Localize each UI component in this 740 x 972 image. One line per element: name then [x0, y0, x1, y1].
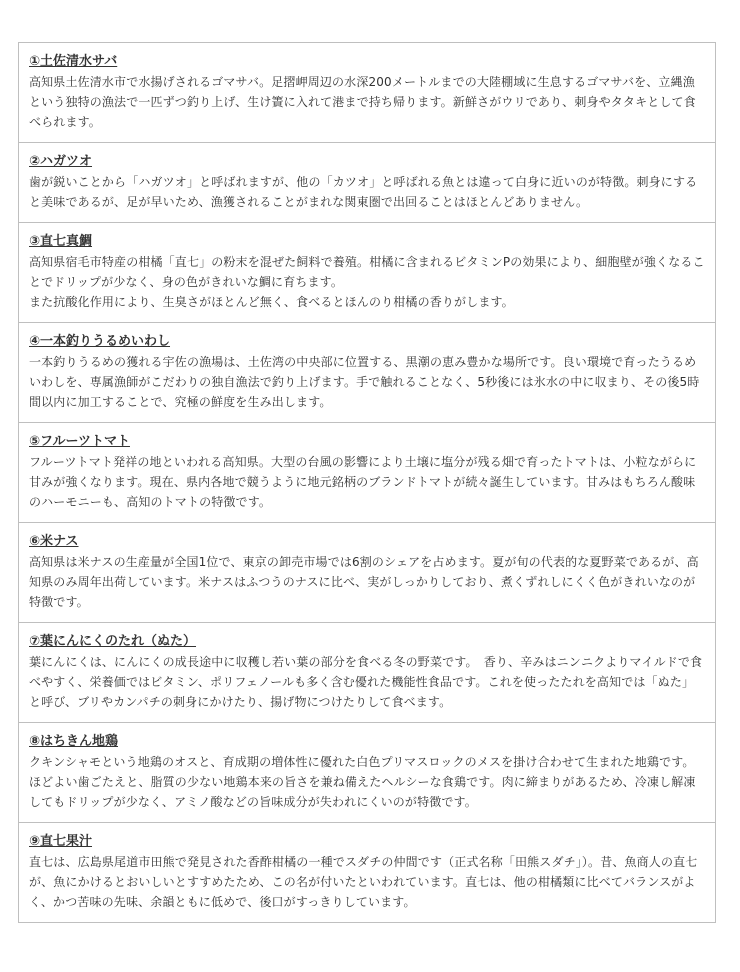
item-description: 高知県は米ナスの生産量が全国1位で、東京の卸売市場では6割のシェアを占めます。夏が旬の代表的な夏野菜であるが、高知県のみ周年出荷しています。米ナスはふつうのナスに比べ、実がしっかりしており、煮くずれしにくく色がきれいなのが特徴です。: [29, 555, 699, 609]
item-title: ⑦葉にんにくのたれ（ぬた）: [29, 634, 197, 649]
item-description: 高知県土佐清水市で水揚げされるゴマサバ。足摺岬周辺の水深200メートルまでの大陸棚域に生息するゴマサバを、立縄漁という独特の漁法で一匹ずつ釣り上げ、生け簀に入れて港まで持ち帰ります。新鮮さがウリであり、刺身やタタキとして食べられます。: [29, 75, 696, 129]
item-description: 高知県宿毛市特産の柑橘「直七」の粉末を混ぜた飼料で養殖。柑橘に含まれるビタミンPの効果により、細胞壁が強くなることでドリップが少なく、身の色がきれいな鯛に育ちます。 また抗酸化作用により、生臭さがほとんど無く、食べるとほんのり柑橘の香りがします。: [29, 255, 705, 309]
item-title: ②ハガツオ: [29, 154, 93, 169]
list-item: [19, 323, 715, 423]
list-item: [19, 823, 715, 922]
item-description: 歯が鋭いことから「ハガツオ」と呼ばれますが、他の「カツオ」と呼ばれる魚とは違って白身に近いのが特徴。刺身にすると美味であるが、足が早いため、漁獲されることがまれな関東圏で出回ることはほとんどありません。: [29, 175, 698, 209]
item-title: ③直七真鯛: [29, 234, 93, 249]
item-description: 葉にんにくは、にんにくの成長途中に収穫し若い葉の部分を食べる冬の野菜です。 香り、辛みはニンニクよりマイルドで食べやすく、栄養価ではビタミン、ポリフェノールも多く含む優れた機能性食品です。これを使ったたれを高知では「ぬた」と呼び、ブリやカンパチの刺身にかけたり、揚げ物につけたりして食べます。: [29, 655, 703, 709]
list-item: [19, 523, 715, 623]
item-description: 直七は、広島県尾道市田熊で発見された香酢柑橘の一種でスダチの仲間です（正式名称「田熊スダチ」）。昔、魚商人の直七が、魚にかけるとおいしいとすすめたため、この名が付いたといわれています。直七は、他の柑橘類に比べてバランスがよく、かつ苦味の先味、余韻ともに低めで、後口がすっきりしています。: [29, 855, 698, 909]
item-title: ⑥米ナス: [29, 534, 79, 549]
list-item: [19, 423, 715, 523]
item-title: ⑤フルーツトマト: [29, 434, 130, 449]
list-item: [19, 723, 715, 823]
item-title: ①土佐清水サバ: [29, 54, 118, 69]
item-title: ④一本釣りうるめいわし: [29, 334, 171, 349]
list-item: [19, 623, 715, 723]
item-description: 一本釣りうるめの獲れる宇佐の漁場は、土佐湾の中央部に位置する、黒潮の恵み豊かな場所です。良い環境で育ったうるめいわしを、専属漁師がこだわりの独自漁法で釣り上げます。手で触れることなく、5秒後には氷水の中に収まり、その後5時間以内に加工することで、究極の鮮度を生み出します。: [29, 355, 700, 409]
item-title: ⑨直七果汁: [29, 834, 93, 849]
item-title: ⑧はちきん地鶏: [29, 734, 119, 749]
item-description: クキンシャモという地鶏のオスと、育成期の増体性に優れた白色プリマスロックのメスを掛け合わせて生まれた地鶏です。ほどよい歯ごたえと、脂質の少ない地鶏本来の旨さを兼ね備えたヘルシーな食鶏です。肉に締まりがあるため、冷凍し解凍してもドリップが少なく、アミノ酸などの旨味成分が失われにくいのが特徴です。: [29, 755, 696, 809]
list-item: [19, 143, 715, 223]
item-description: フルーツトマト発祥の地といわれる高知県。大型の台風の影響により土壌に塩分が残る畑で育ったトマトは、小粒ながらに甘みが強くなります。現在、県内各地で競うように地元銘柄のブランドトマトが続々誕生しています。甘みはもちろん酸味のハーモニーも、高知のトマトの特徴です。: [29, 455, 697, 509]
list-item: [19, 43, 715, 143]
product-list: [18, 42, 716, 923]
list-item: [19, 223, 715, 323]
